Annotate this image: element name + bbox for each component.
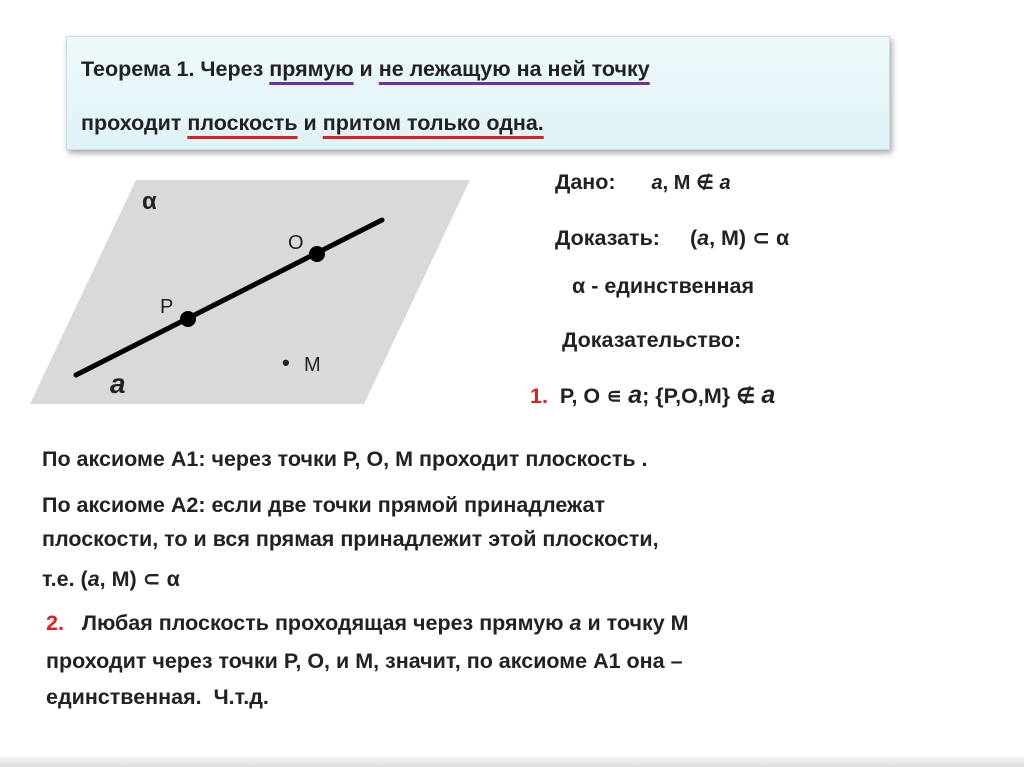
step-1-a: a (628, 381, 643, 409)
given-row (555, 170, 731, 195)
step-2-line-2: проходит через точки P, O, и M, значит, по аксиоме А1 она – (46, 649, 683, 673)
axiom-2-a: a (87, 567, 100, 591)
theorem-unique-phrase: притом только одна. (322, 111, 544, 135)
theorem-word-plane: плоскость (187, 111, 298, 135)
step-2-line-3: единственная. Ч.т.д. (46, 685, 269, 709)
proof-label: Доказательство: (562, 328, 742, 352)
point-m-label: M (304, 354, 321, 376)
theorem-point-phrase: не лежащую на ней точку (378, 57, 650, 81)
axiom-2-line-2: плоскости, то и вся прямая принадлежит этой плоскости, (42, 527, 659, 551)
point-p-label: P (160, 296, 174, 318)
proof-step-1 (530, 381, 775, 410)
given-rest: , M ∉ (662, 172, 720, 194)
prove-rest: , M) ⊂ α (709, 226, 790, 250)
prove-a: a (697, 226, 710, 250)
axiom-2-prefix: т.е. ( (42, 567, 88, 591)
theorem-line-2 (81, 111, 544, 136)
plane-alpha-shape (30, 180, 470, 404)
axiom-2-line-3 (42, 562, 180, 596)
step-2-number: 2. (46, 611, 64, 635)
line-label: a (110, 368, 126, 399)
step-1-number: 1. (530, 384, 548, 408)
axiom-2-line-1: По аксиоме А2: если две точки прямой принадлежат (42, 493, 606, 517)
prove-open: ( (689, 226, 698, 250)
step-2-a: a (569, 611, 582, 635)
theorem-prefix: Теорема 1. Через (81, 57, 270, 81)
step-2-text-b: и точку М (581, 611, 689, 635)
given-label: Дано: (555, 170, 616, 194)
theorem-box (66, 36, 890, 150)
plane-diagram (30, 160, 500, 420)
prove-row (555, 226, 789, 251)
prove-unique: α - единственная (572, 274, 754, 298)
step-1-text: P, O ∊ (547, 384, 629, 408)
theorem-passes: проходит (81, 111, 188, 135)
slide-bottom-edge (0, 757, 1024, 767)
prove-label: Доказать: (555, 226, 660, 250)
theorem-and: и (353, 57, 379, 81)
step-1-a2: a (761, 381, 776, 409)
geometry-figure (30, 160, 500, 420)
theorem-and-2: и (297, 111, 323, 135)
step-2-text-a: Любая плоскость проходящая через прямую (63, 611, 570, 635)
step-1-rest: ; {P,O,M} ∉ (642, 384, 762, 408)
point-o-label: O (288, 232, 304, 254)
plane-label: α (142, 188, 157, 215)
given-a: a (651, 172, 663, 194)
point-o-dot (309, 246, 325, 262)
axiom-1-text: По аксиоме А1: через точки P, O, M проходит плоскость . (42, 447, 648, 471)
given-a2: a (719, 172, 731, 194)
point-p-dot (180, 311, 196, 327)
axiom-2-rest: , M) ⊂ α (99, 567, 180, 591)
theorem-line-1 (81, 57, 650, 82)
step-2-line-1 (46, 606, 689, 640)
point-m-dot: • (282, 350, 290, 375)
theorem-word-line: прямую (269, 57, 354, 81)
